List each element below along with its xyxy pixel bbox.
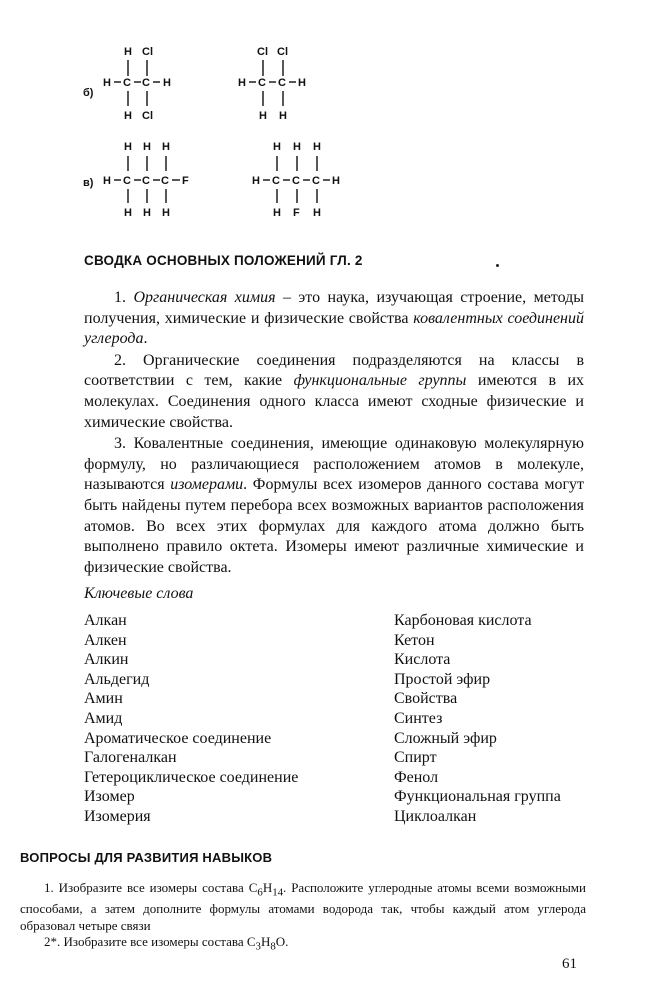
svg-text:H: H — [313, 207, 321, 219]
svg-text:H: H — [252, 175, 260, 187]
keyword-item: Галогеналкан — [84, 749, 177, 767]
svg-text:H: H — [162, 141, 170, 153]
svg-text:H: H — [273, 141, 281, 153]
question-2: 2*. Изобразите все изомеры состава $C_3H_8O$. — [44, 934, 289, 953]
keywords-left-column — [84, 611, 298, 827]
svg-text:C: C — [123, 175, 131, 187]
keyword-item: Синтез — [394, 709, 443, 727]
svg-text:H: H — [238, 77, 246, 89]
svg-text:H: H — [143, 207, 151, 219]
svg-text:C: C — [272, 175, 280, 187]
questions-heading: ВОПРОСЫ ДЛЯ РАЗВИТИЯ НАВЫКОВ — [20, 850, 273, 865]
keyword-item: Кислота — [394, 651, 451, 669]
summary-heading: СВОДКА ОСНОВНЫХ ПОЛОЖЕНИЙ ГЛ. 2 — [84, 253, 363, 268]
svg-text:F: F — [182, 175, 189, 187]
svg-text:H: H — [259, 110, 267, 122]
summary-paragraph-3: 3. Ковалентные соединения, имеющие одинаковую молекулярную формулу, но различающиеся расположением атомов в молекуле, называются изомерами. Формулы всех изомеров данного состава могут быть найдены путем перебора всех возможных вариантов расположения атомов. Во всех этих формулах для каждого атома должно быть выполнено правило октета. Изомеры имеют различные химические и физические свойства. — [84, 435, 585, 576]
keyword-item: Ароматическое соединение — [84, 729, 272, 747]
keyword-item: Изомер — [84, 788, 135, 806]
svg-text:Cl: Cl — [277, 46, 288, 58]
svg-text:C: C — [161, 175, 169, 187]
structural-formulas — [0, 0, 647, 240]
keywords-title: Ключевые слова — [84, 585, 194, 602]
svg-text:H: H — [124, 46, 132, 58]
summary-paragraph-1: 1. Органическая химия – это наука, изучающая строение, методы получения, химические и физические свойства ковалентных соединений углерода. — [84, 289, 585, 348]
keywords-right-column — [394, 611, 561, 827]
svg-text:Cl: Cl — [257, 46, 268, 58]
keyword-item: Амид — [84, 709, 123, 727]
keyword-item: Простой эфир — [394, 670, 491, 688]
svg-text:H: H — [293, 141, 301, 153]
keyword-item: Фенол — [394, 768, 439, 786]
keyword-item: Амин — [84, 690, 123, 708]
svg-text:H: H — [124, 207, 132, 219]
svg-text:H: H — [313, 141, 321, 153]
summary-body — [84, 288, 584, 578]
keyword-item: Карбоновая кислота — [394, 612, 532, 629]
svg-text:H: H — [103, 77, 111, 89]
svg-text:H: H — [163, 77, 171, 89]
svg-text:H: H — [332, 175, 340, 187]
question-1: 1. Изобразите все изомеры состава $C_6H_{14}$. Расположите углеродные атомы всеми возможными способами, а затем дополните формулы атомами водорода так, чтобы каждый атом углерода образовал четыре связи — [20, 880, 586, 933]
svg-text:H: H — [124, 110, 132, 122]
svg-text:H: H — [162, 207, 170, 219]
questions-body — [20, 880, 586, 955]
svg-text:Cl: Cl — [142, 110, 153, 122]
keyword-item: Функциональная группа — [394, 788, 561, 806]
svg-text:H: H — [298, 77, 306, 89]
svg-text:Cl: Cl — [142, 46, 153, 58]
keyword-item: Кетон — [394, 631, 435, 649]
svg-text:C: C — [142, 175, 150, 187]
svg-text:H: H — [143, 141, 151, 153]
svg-text:C: C — [258, 77, 266, 89]
svg-text:H: H — [279, 110, 287, 122]
keyword-item: Альдегид — [84, 670, 150, 688]
keyword-item: Алкан — [84, 612, 127, 629]
formula-v-left — [103, 141, 189, 219]
svg-text:C: C — [292, 175, 300, 187]
svg-text:C: C — [123, 77, 131, 89]
keyword-item: Алкен — [84, 631, 127, 649]
formula-v-right — [252, 141, 340, 219]
keyword-item: Спирт — [394, 749, 437, 767]
keyword-item: Свойства — [394, 690, 458, 708]
svg-text:C: C — [278, 77, 286, 89]
svg-text:H: H — [124, 141, 132, 153]
svg-text:C: C — [312, 175, 320, 187]
label-v: в) — [83, 177, 94, 189]
keyword-item: Сложный эфир — [394, 729, 497, 747]
svg-text:H: H — [273, 207, 281, 219]
page-number: 61 — [562, 956, 577, 972]
svg-text:F: F — [293, 207, 300, 219]
keyword-item: Изомерия — [84, 807, 151, 825]
formula-b-left — [103, 46, 171, 122]
stray-dot — [496, 264, 499, 267]
svg-text:C: C — [142, 77, 150, 89]
summary-paragraph-2: 2. Органические соединения подразделяются на классы в соответствии с тем, какие функциональные группы имеются в их молекулах. Соединения одного класса имеют сходные физические и химические свойства. — [84, 351, 585, 431]
label-b: б) — [83, 87, 94, 99]
keyword-item: Циклоалкан — [394, 807, 477, 825]
keyword-item: Алкин — [84, 651, 129, 669]
keyword-item: Гетероциклическое соединение — [84, 768, 299, 786]
formula-b-right — [238, 46, 306, 122]
svg-text:H: H — [103, 175, 111, 187]
